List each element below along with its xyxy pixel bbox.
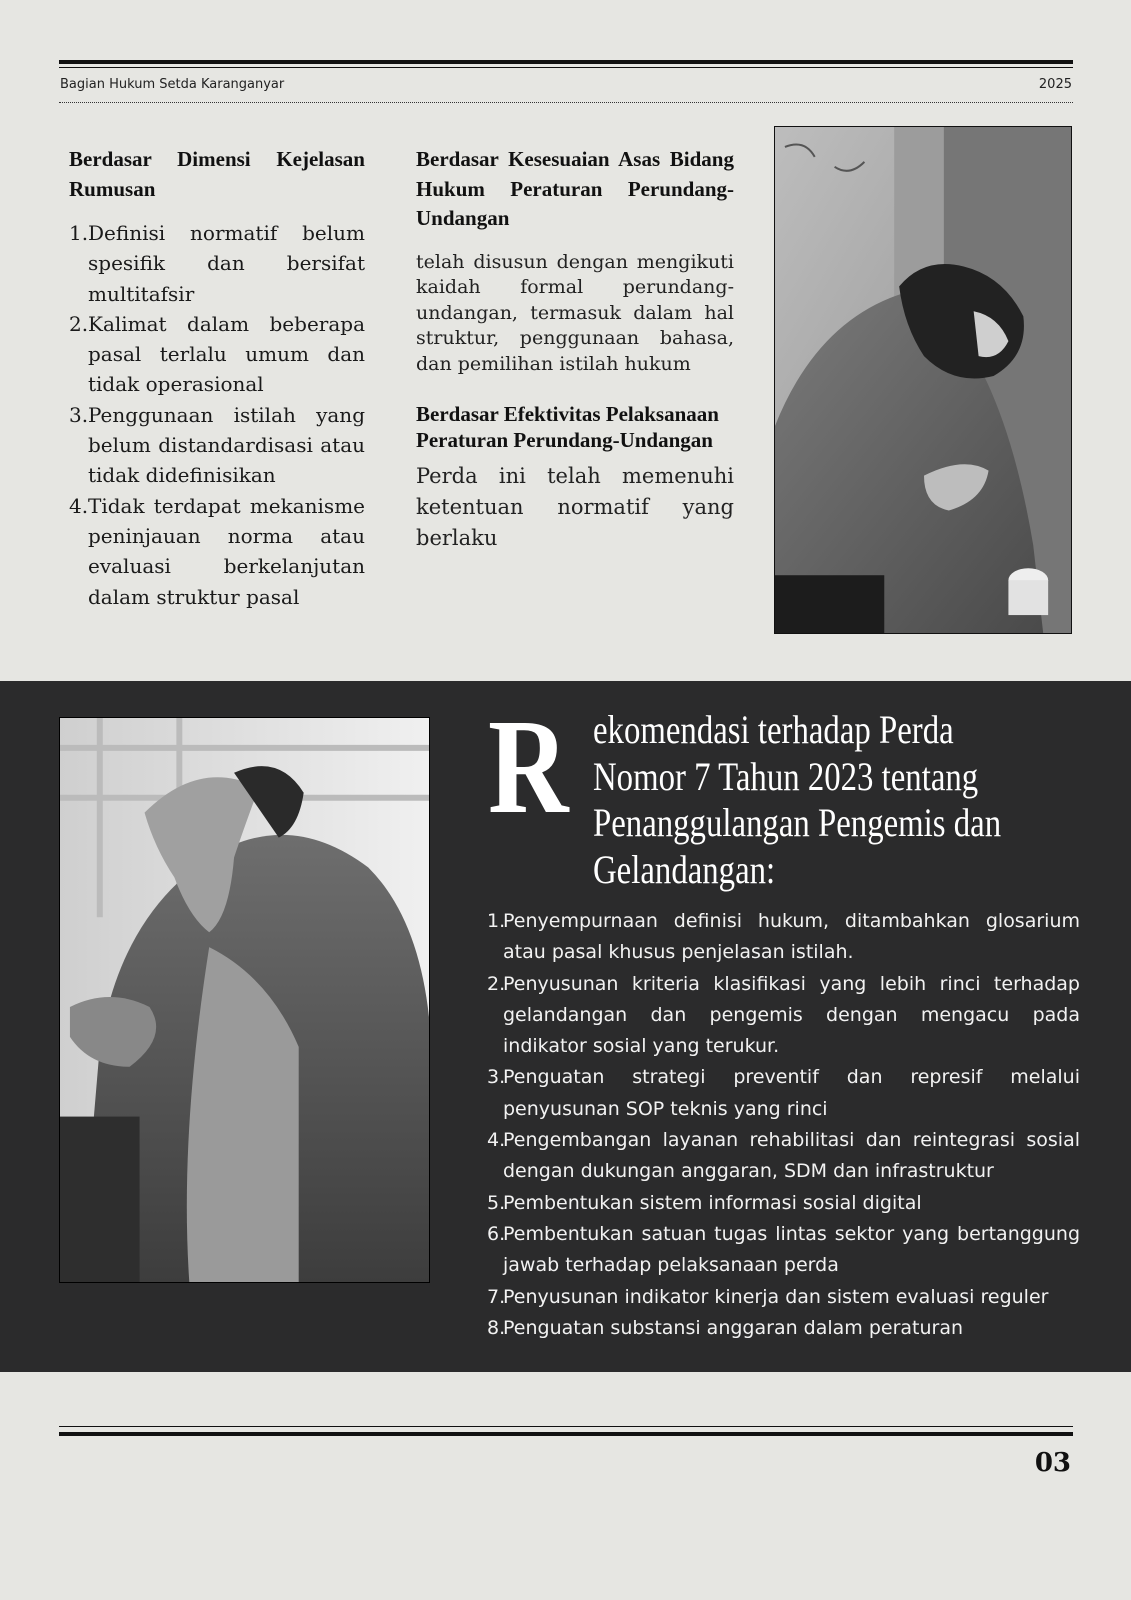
recommendation-item-text: Penyempurnaan definisi hukum, ditambahkan glosarium atau pasal khusus penjelasan istilah. [503,910,1080,964]
section-clarity [69,145,365,612]
recommendation-item-text: Penyusunan indikator kinerja dan sistem evaluasi reguler [503,1285,1049,1308]
header-rule-thin [59,67,1073,68]
recommendations-title [593,707,1002,893]
recommendation-item-number: 5. [487,1191,506,1214]
clarity-list-item-number: 1. [69,221,89,245]
recommendation-item [487,1062,1080,1125]
header-year: 2025 [1038,77,1072,92]
header-rule-dotted [59,102,1073,103]
page-number: 03 [1034,1448,1071,1478]
recommendation-item-text: Pengembangan layanan rehabilitasi dan reintegrasi sosial dengan dukungan anggaran, SDM dan infrastruktur [503,1129,1080,1183]
header-publisher: Bagian Hukum Setda Karanganyar [60,77,285,92]
section-clarity-title: Berdasar Dimensi Kejelasan Rumusan [69,147,365,201]
recommendation-item [487,1219,1080,1282]
recommendations-title-line: Nomor 7 Tahun 2023 tentang [593,753,979,799]
recommendation-item-number: 1. [487,910,506,932]
recommendation-item-text: Penyusunan kriteria klasifikasi yang lebih rinci terhadap gelandangan dan pengemis dengan mengacu pada indikator sosial yang terukur. [503,972,1080,1058]
recommendation-item [487,969,1080,1063]
recommendation-item [487,1282,1080,1313]
clarity-list-item-text: Penggunaan istilah yang belum distandardisasi atau tidak didefinisikan [88,402,365,488]
recommendation-item-number: 8. [487,1316,506,1339]
footer-rule-thick [59,1432,1073,1436]
recommendation-item-number: 4. [487,1129,506,1152]
clarity-list [69,218,365,612]
drop-cap-letter: R [488,692,569,842]
recommendation-item [487,1188,1080,1219]
section-effectiveness-text: Perda ini telah memenuhi ketentuan normatif yang berlaku [416,464,734,550]
clarity-list-item-number: 4. [69,493,89,518]
section-conformity-title: Berdasar Kesesuaian Asas Bidang Hukum Peraturan Perundang-Undangan [416,147,734,230]
recommendations-title-line: Penanggulangan Pengemis dan [593,800,1002,845]
recommendations-list [487,906,1080,1344]
recommendation-item [487,1313,1080,1344]
clarity-list-item [69,309,365,400]
recommendation-item-number: 2. [487,972,506,995]
section-middle [416,145,734,554]
clarity-list-item-number: 2. [69,311,89,336]
recommendation-item-text: Pembentukan satuan tugas lintas sektor yang bertanggung jawab terhadap pelaksanaan perda [503,1222,1080,1277]
footer-rule-thin [59,1426,1073,1427]
recommendation-item [487,1125,1080,1188]
recommendations-title-line: ekomendasi terhadap Perda [593,707,954,752]
recommendation-item-number: 7. [487,1285,506,1308]
clarity-list-item [69,491,365,612]
clarity-list-item [69,218,365,309]
photo-elderly-man [59,717,430,1283]
clarity-list-item-text: Tidak terdapat mekanisme peninjauan norma atau evaluasi berkelanjutan dalam struktur pasal [88,493,365,609]
recommendation-item-text: Penguatan strategi preventif dan represif melalui penyusunan SOP teknis yang rinci [503,1066,1080,1120]
header-rule-thick [59,60,1073,64]
recommendation-item [487,906,1080,969]
clarity-list-item-number: 3. [69,402,89,427]
clarity-list-item-text: Kalimat dalam beberapa pasal terlalu umum dan tidak operasional [88,311,365,397]
section-conformity-text: telah disusun dengan mengikuti kaidah formal perundang-undangan, termasuk dalam hal struktur, penggunaan bahasa, dan pemilihan istilah hukum [416,250,734,375]
clarity-list-item [69,400,365,491]
recommendation-item-text: Pembentukan sistem informasi sosial digital [503,1191,922,1214]
section-effectiveness-title: Berdasar Efektivitas Pelaksanaan Peraturan Perundang-Undangan [416,402,719,452]
recommendation-item-number: 6. [487,1222,506,1245]
recommendation-item-number: 3. [487,1066,506,1089]
clarity-list-item-text: Definisi normatif belum spesifik dan bersifat multitafsir [88,221,365,306]
recommendation-item-text: Penguatan substansi anggaran dalam peraturan [503,1316,964,1339]
recommendations-title-line: Gelandangan: [593,846,776,892]
photo-praying-woman [774,126,1072,634]
